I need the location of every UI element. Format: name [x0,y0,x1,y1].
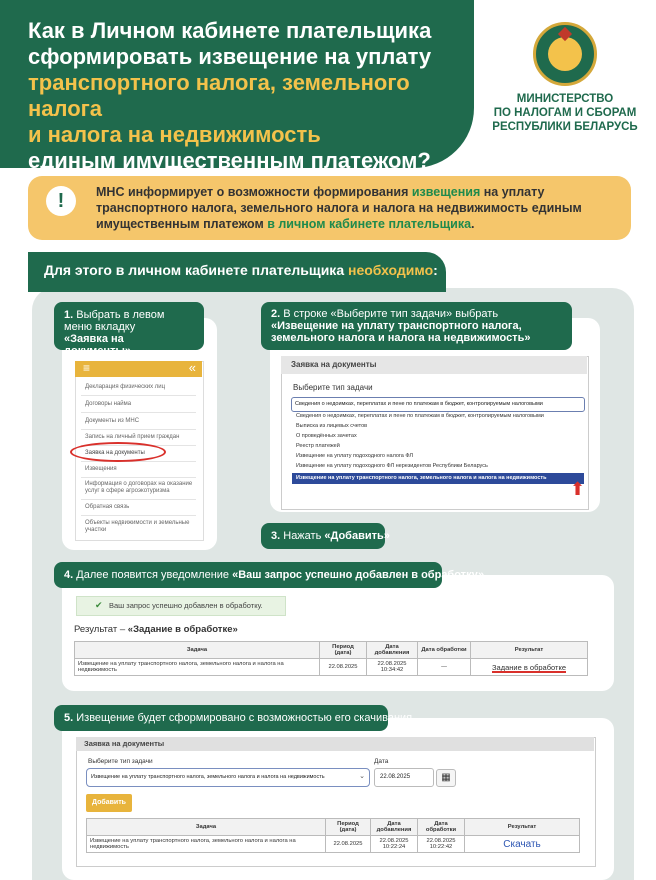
dropdown-panel-title: Заявка на документы [281,356,587,374]
sidebar-item[interactable]: Извещения [85,466,117,472]
info-text: МНС информирует о возможности формирования извещения на уплату транспортного налога, земельного налога и налога на недвижимость единым имущественным платежом в личном кабинете плательщика. [96,185,582,231]
step1-label: 1. Выбрать в левом меню вкладку «Заявка на документы» [54,302,204,350]
sidebar-item[interactable]: Документы из МНС [85,418,140,424]
final-type-label: Выберите тип задачи [88,758,153,765]
dropdown-option[interactable]: Извещение на уплату подоходного ФЛ нерезидентов Республики Беларусь [296,463,488,469]
calendar-icon[interactable]: ▦ [436,769,456,787]
table-row: Извещение на уплату транспортного налога, земельного налога и налога на недвижимость 22.08.2025 22.08.2025 10:34:42 — Задание в обработке [75,659,588,676]
final-type-select[interactable]: Извещение на уплату транспортного налога, земельного налога и налога на недвижимость ⌄ [86,768,370,787]
page-title: Как в Личном кабинете плательщика сформировать извещение на уплату транспортного налога, земельного налога и налога на недвижимость единым имущественным платежом? [28,18,432,173]
highlight-oval [70,442,166,462]
ministry-emblem-icon [533,22,597,86]
sidebar-item[interactable]: Информация о договорах на оказание услуг в сфере агроэкотуризма [85,481,193,494]
dropdown-option[interactable]: Выписка из лицевых счетов [296,423,368,429]
status-underline [492,671,566,673]
step5-label: 5. Извещение будет сформировано с возможностью его скачивания [54,705,388,731]
menu-icon[interactable]: ≡ [83,361,91,375]
ministry-name: МИНИСТЕРСТВО ПО НАЛОГАМ И СБОРАМ РЕСПУБЛИКИ БЕЛАРУСЬ [492,93,638,133]
final-date-input[interactable]: 22.08.2025 [374,768,434,787]
table-row: Извещение на уплату транспортного налога, земельного налога и налога на недвижимость 22.08.2025 22.08.2025 10:22:24 22.08.2025 10:22:42 Скачать [87,836,580,853]
task-type-label: Выберите тип задачи [293,383,373,392]
check-icon: ✔ [95,600,103,610]
step3-label: 3. Нажать «Добавить» [261,523,385,549]
collapse-icon[interactable]: « [188,360,196,375]
sidebar-item[interactable]: Декларация физических лиц [85,384,166,390]
dropdown-option-selected[interactable]: Извещение на уплату транспортного налога, земельного налога и налога на недвижимость [292,473,584,484]
dropdown-option[interactable]: Сведения о недоимках, переплатах и пене по платежам в бюджет, контролируемым налоговыми [296,413,544,419]
dropdown-option[interactable]: Реестр платежей [296,443,340,449]
result-label: Результат – «Задание в обработке» [74,624,238,635]
sidebar-item[interactable]: Объекты недвижимости и земельные участки [85,520,190,533]
step4-label: 4. Далее появится уведомление «Ваш запрос успешно добавлен в обработку» [54,562,442,588]
task-type-select[interactable]: Сведения о недоимках, переплатах и пене по платежам в бюджет, контролируемым налоговыми [291,397,585,412]
download-link[interactable]: Скачать [465,836,580,853]
add-button[interactable]: Добавить [86,794,132,812]
sidebar-item-requests[interactable]: Заявка на документы [85,450,145,456]
result-table: Задача Период (дата) Дата добавления Дата обработки Результат Извещение на уплату транспортного налога, земельного налога и налога на недвижимость 22.08.2025 22.08.2025 10:34:42 — Задание в обработке [74,641,588,676]
final-date-label: Дата [374,758,389,765]
dropdown-option[interactable]: О проведённых зачетах [296,433,357,439]
exclamation-icon: ! [46,186,76,216]
sidebar-item[interactable]: Договоры найма [85,401,132,407]
section-heading: Для этого в личном кабинете плательщика необходимо: [44,262,438,278]
chevron-down-icon: ⌄ [359,773,365,780]
step2-label: 2. В строке «Выберите тип задачи» выбрать «Извещение на уплату транспортного налога, земельного налога и налога на недвижимость» [261,302,572,350]
dropdown-option[interactable]: Извещение на уплату подоходного налога ФЛ [296,453,414,459]
success-notice: ✔ Ваш запрос успешно добавлен в обработку. [76,596,286,616]
sidebar-item[interactable]: Обратная связь [85,504,130,510]
final-table: Задача Период (дата) Дата добавления Дата обработки Результат Извещение на уплату транспортного налога, земельного налога и налога на недвижимость 22.08.2025 22.08.2025 10:22:24 22.08.2025 10:22:42 Скачать [86,818,580,853]
status-cell: Задание в обработке [471,659,588,676]
final-panel-title: Заявка на документы [76,737,594,751]
sidebar-item[interactable]: Запись на личный прием граждан [85,434,180,440]
sidebar-header [75,361,202,377]
arrow-up-icon: ⬆ [570,479,586,499]
